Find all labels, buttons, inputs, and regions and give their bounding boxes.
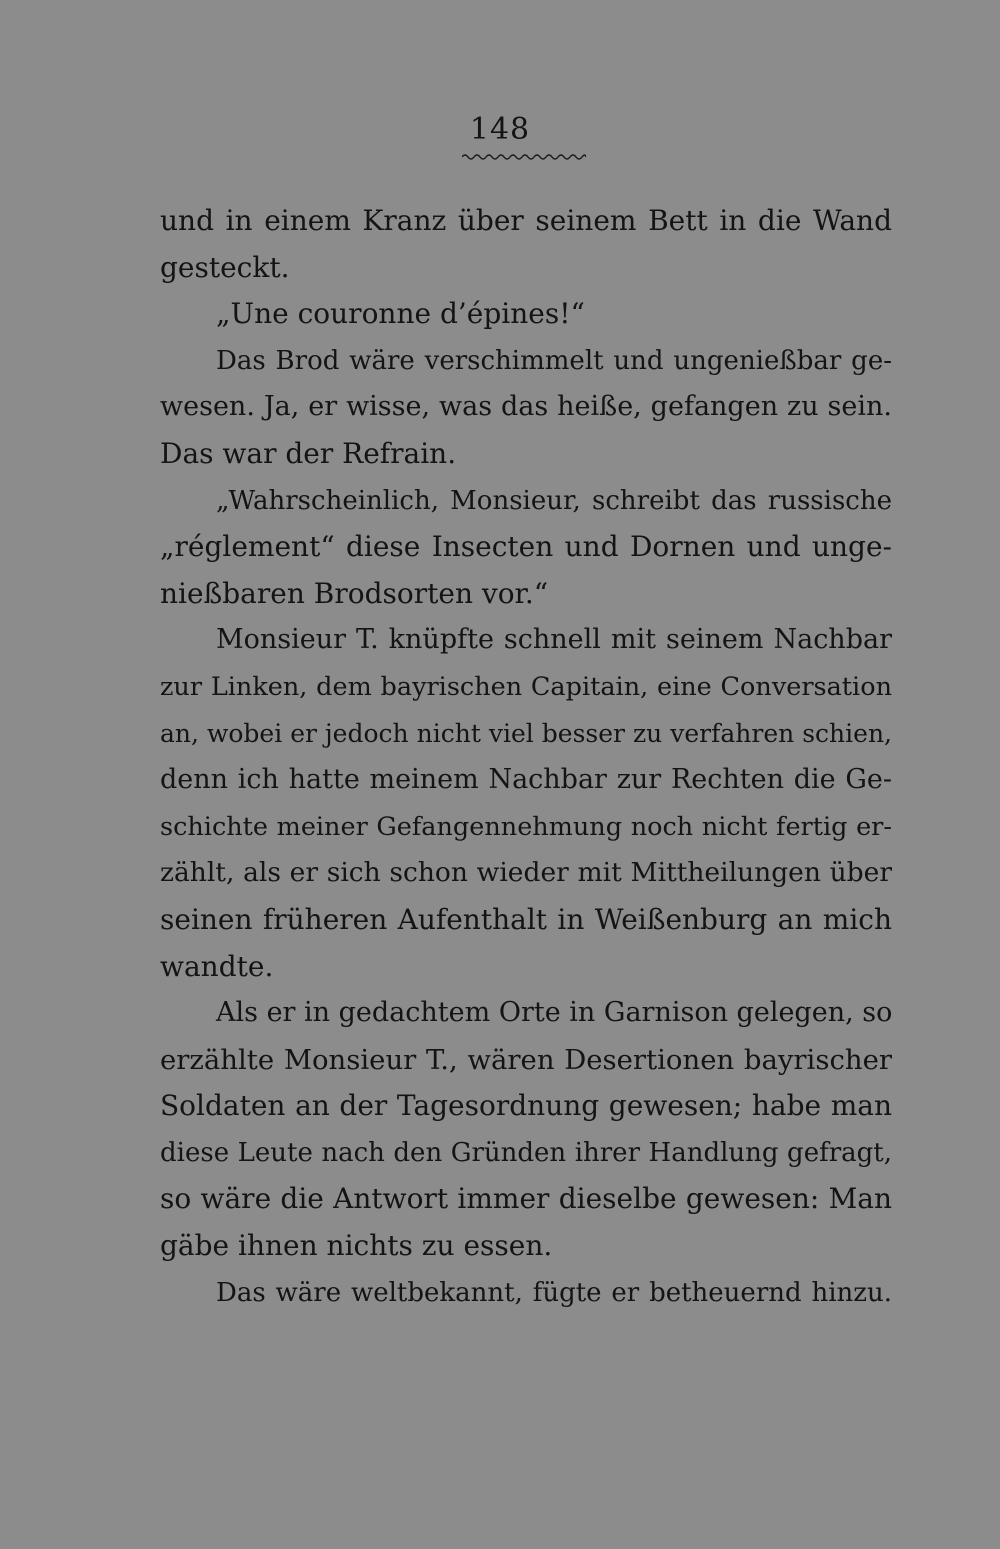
text-line: nießbaren Brodsorten vor.“ bbox=[160, 576, 549, 610]
text-line: so wäre die Antwort immer dieselbe gewesen: Man bbox=[160, 1182, 892, 1216]
text-line: schichte meiner Gefangennehmung noch nicht fertig er- bbox=[160, 811, 892, 842]
text-line: Monsieur T. knüpfte schnell mit seinem Nachbar bbox=[216, 624, 892, 656]
wavy-rule-ornament bbox=[462, 152, 586, 162]
text-line: „réglement“ diese Insecten und Dornen und unge- bbox=[160, 530, 892, 564]
text-line: „Wahrscheinlich, Monsieur, schreibt das russische bbox=[216, 485, 892, 516]
text-line: seinen früheren Aufenthalt in Weißenburg an mich bbox=[160, 902, 892, 936]
page-number: 148 bbox=[469, 112, 531, 147]
text-line: gäbe ihnen nichts zu essen. bbox=[160, 1229, 553, 1263]
text-line: an, wobei er jedoch nicht viel besser zu verfahren schien, bbox=[160, 718, 892, 748]
text-line: Das war der Refrain. bbox=[160, 436, 457, 470]
text-line: diese Leute nach den Gründen ihrer Handlung gefragt, bbox=[160, 1137, 892, 1168]
text-line: Als er in gedachtem Orte in Garnison gelegen, so bbox=[216, 997, 892, 1029]
text-line: zur Linken, dem bayrischen Capitain, eine Conversation bbox=[160, 671, 892, 702]
text-line: und in einem Kranz über seinem Bett in die Wand bbox=[160, 204, 892, 237]
text-line: zählt, als er sich schon wieder mit Mittheilungen über bbox=[160, 857, 892, 889]
body-text bbox=[160, 198, 892, 1316]
text-line: wesen. Ja, er wisse, was das heiße, gefangen zu sein. bbox=[160, 391, 892, 423]
text-line: wandte. bbox=[160, 949, 274, 983]
text-line: gesteckt. bbox=[160, 250, 290, 284]
text-line: Soldaten an der Tagesordnung gewesen; habe man bbox=[160, 1089, 892, 1123]
text-line: erzählte Monsieur T., wären Desertionen bayrischer bbox=[160, 1043, 892, 1076]
text-line: Das Brod wäre verschimmelt und ungenießbar ge- bbox=[216, 345, 892, 376]
text-line: „Une couronne d’épines!“ bbox=[216, 297, 585, 331]
text-line: denn ich hatte meinem Nachbar zur Rechten die Ge- bbox=[160, 764, 892, 796]
text-line: Das wäre weltbekannt, fügte er betheuernd hinzu. bbox=[216, 1277, 892, 1308]
